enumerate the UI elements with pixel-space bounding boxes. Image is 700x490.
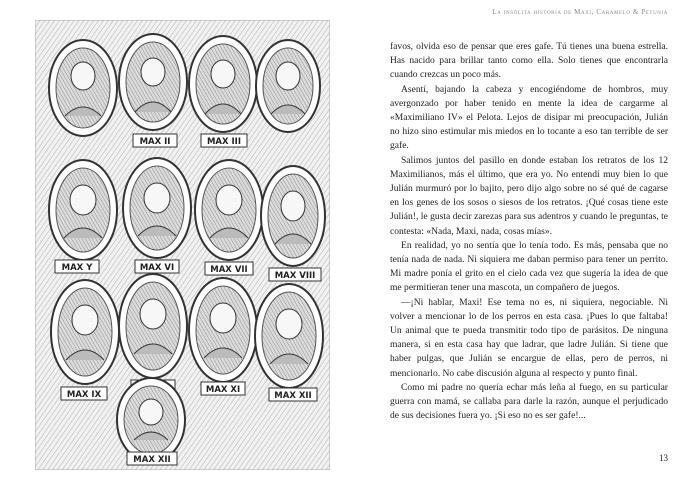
portrait-max-xii bbox=[255, 284, 323, 388]
svg-text:MAX XII: MAX XII bbox=[274, 391, 312, 401]
portrait-max-xi bbox=[189, 278, 257, 382]
svg-text:MAX VI: MAX VI bbox=[139, 263, 175, 273]
plate-max-vi bbox=[135, 260, 179, 273]
running-header: La insólita historia de Maxi, Caramelo & Petunia bbox=[492, 8, 668, 16]
portrait-max-viii bbox=[261, 166, 325, 266]
plate-max-xi bbox=[201, 382, 245, 395]
svg-text:MAX XI: MAX XI bbox=[205, 385, 241, 395]
svg-text:MAX VII: MAX VII bbox=[210, 265, 248, 275]
portrait-max-vii bbox=[195, 160, 263, 260]
paragraph: favos, olvida eso de pensar que eres gafe. Tú tienes una buena estrella. Has nacido para brillar tanto como ella. Solo tienes que encontrarla cuando crezcas un poco más. bbox=[390, 41, 668, 81]
chapter-body-text bbox=[390, 40, 668, 423]
svg-text:MAX III: MAX III bbox=[206, 137, 242, 147]
portrait-max-iv bbox=[256, 40, 320, 132]
svg-text:MAX IX: MAX IX bbox=[66, 390, 102, 400]
page-number: 13 bbox=[659, 453, 668, 463]
svg-text:MAX XII: MAX XII bbox=[133, 455, 171, 465]
portrait-max-vi bbox=[123, 158, 191, 258]
portrait-max-ix bbox=[51, 280, 119, 384]
plate-max-iii bbox=[201, 134, 247, 147]
portraits-illustration bbox=[35, 20, 330, 470]
paragraph: Como mi padre no quería echar más leña al fuego, en su particular guerra con mamá, se callaba para darle la razón, aunque el perjudicado de sus decisiones fuera yo. ¡Si eso no es ser gafe!... bbox=[390, 381, 668, 422]
portrait-max-i bbox=[49, 40, 117, 136]
svg-text:MAX Y: MAX Y bbox=[61, 263, 93, 273]
portrait-max-x bbox=[119, 274, 187, 378]
plate-max-ix bbox=[61, 387, 107, 400]
svg-text:MAX II: MAX II bbox=[139, 137, 171, 147]
plate-max-xii bbox=[269, 388, 317, 401]
portrait-max-ii bbox=[119, 34, 187, 130]
paragraph: En realidad, yo no sentía que lo tenía todo. Es más, pensaba que no tenía nada de nada. Ni siquiera me daban permiso para tener un perrito. Mi madre ponía el grito en el cielo cada vez que sugería la idea de que me permitieran tener una mascota, un compañero de juegos. bbox=[390, 239, 668, 294]
plate-maxi bbox=[127, 452, 177, 465]
plate-max-v bbox=[55, 260, 99, 273]
paragraph: —¡Ni hablar, Maxi! Ese tema no es, ni siquiera, negociable. Ni volver a mencionar lo de los perros en esta casa. ¡Pues lo que faltaba! Un animal que te pueda transmitir todo tipo de parásitos. De ninguna manera, si en esta casa hay que ladrar, que ladre Julián. Si tiene que haber pulgas, que Julián se encargue de ellas, pero de perros, ni mencionarlo. No cabe discusión alguna al respecto y punto final. bbox=[390, 296, 668, 379]
plate-max-ii bbox=[133, 134, 177, 147]
portrait-max-iii bbox=[189, 36, 257, 132]
portrait-maxi bbox=[117, 378, 185, 462]
paragraph: Salimos juntos del pasillo en donde estaban los retratos de los 12 Maximilianos, más el último, que era yo. No entendí muy bien lo que Julián murmuró por lo bajito, pero dijo algo sobre no sé qué de cagarse en los genes de los sosos o siesos de los retratos. ¡Qué cosas tiene este Julián!, le gusta decir zarezas para sus adentros y cuando le preguntas, te contesta: «Nada, Maxi, nada, cosas mías». bbox=[390, 154, 668, 237]
svg-text:MAX VIII: MAX VIII bbox=[274, 271, 316, 281]
portrait-max-v bbox=[49, 160, 117, 260]
paragraph: Asentí, bajando la cabeza y encogiéndome de hombros, muy avergonzado por haber tenido en mente la idea de cargarme al «Maximiliano IV» el Pelota. Lejos de disipar mi preocupación, Julián no hizo sino estimular mis miedos en lo tocante a eso tan terrible de ser gafe. bbox=[390, 83, 668, 152]
plate-max-viii bbox=[269, 268, 321, 281]
plate-max-vii bbox=[205, 262, 253, 275]
